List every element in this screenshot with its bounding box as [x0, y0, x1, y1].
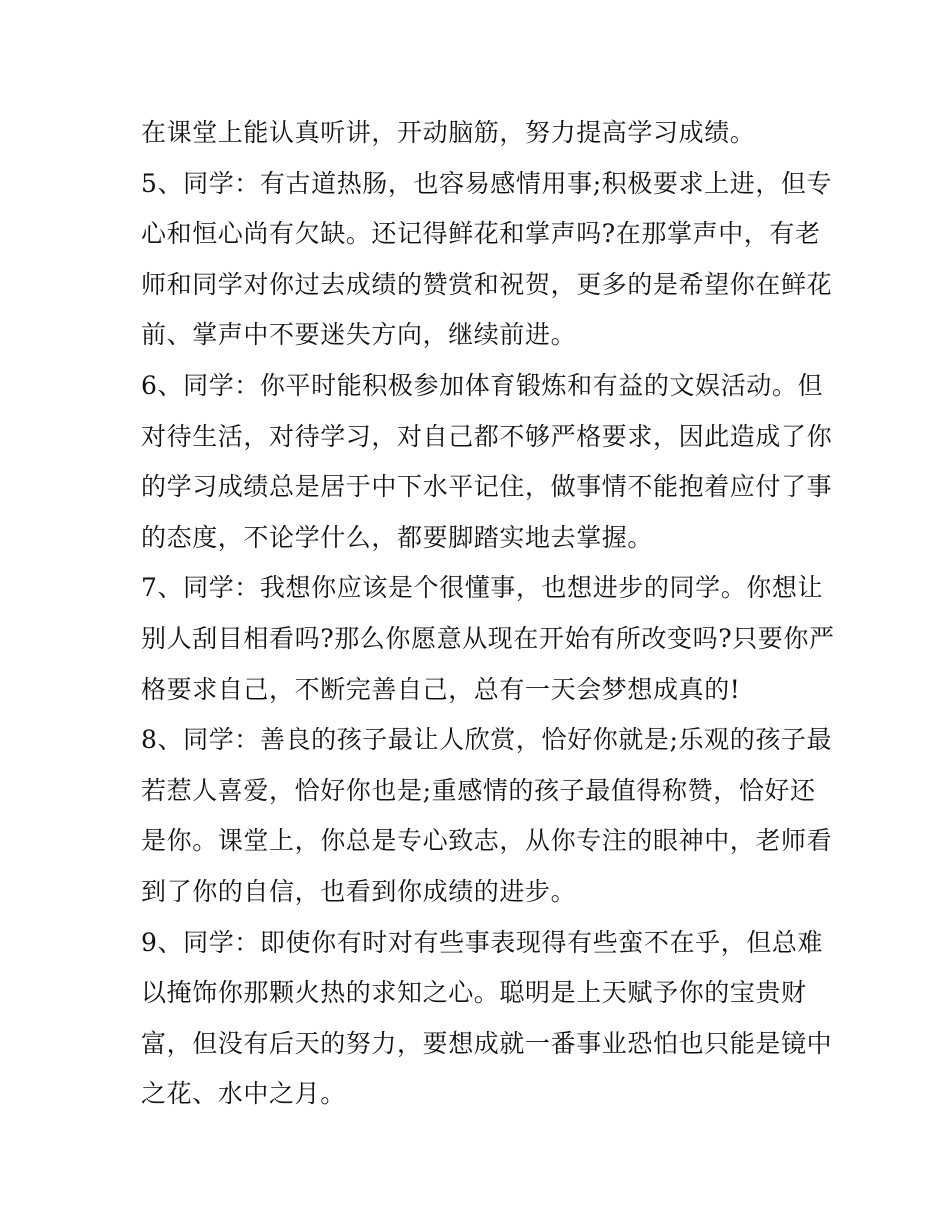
- document-body: [141, 108, 835, 1120]
- text-line: 6、同学：你平时能积极参加体育锻炼和有益的文娱活动。但: [141, 370, 824, 400]
- text-line: 富，但没有后天的努力，要想成就一番事业恐怕也只能是镜中: [141, 1028, 833, 1058]
- text-line: 格要求自己，不断完善自己，总有一天会梦想成真的!: [141, 674, 741, 704]
- text-line: 的态度，不论学什么，都要脚踏实地去掌握。: [141, 522, 654, 552]
- text-line: 之花、水中之月。: [141, 1079, 346, 1109]
- text-line: 9、同学：即使你有时对有些事表现得有些蛮不在乎，但总难: [141, 927, 824, 957]
- text-line: 对待生活，对待学习，对自己都不够严格要求，因此造成了你: [141, 421, 833, 451]
- text-line: 以掩饰你那颗火热的求知之心。聪明是上天赋予你的宝贵财: [141, 978, 807, 1008]
- text-line: 师和同学对你过去成绩的赞赏和祝贺，更多的是希望你在鲜花: [141, 269, 833, 299]
- text-line: 前、掌声中不要迷失方向，继续前进。: [141, 320, 577, 350]
- text-line: 在课堂上能认真听讲，开动脑筋，努力提高学习成绩。: [141, 118, 756, 147]
- text-line: 5、同学：有古道热肠，也容易感情用事;积极要求上进，但专: [141, 168, 833, 198]
- text-line: 是你。课堂上，你总是专心致志，从你专注的眼神中，老师看: [141, 826, 833, 856]
- text-line: 别人刮目相看吗?那么你愿意从现在开始有所改变吗?只要你严: [141, 623, 835, 653]
- text-line: 的学习成绩总是居于中下水平记住，做事情不能抱着应付了事: [141, 472, 833, 502]
- text-line: 到了你的自信，也看到你成绩的进步。: [141, 876, 577, 906]
- text-line: 若惹人喜爱，恰好你也是;重感情的孩子最值得称赞，恰好还: [141, 775, 816, 805]
- text-line: 心和恒心尚有欠缺。还记得鲜花和掌声吗?在那掌声中，有老: [141, 219, 821, 249]
- text-line: 8、同学：善良的孩子最让人欣赏，恰好你就是;乐观的孩子最: [141, 725, 833, 755]
- text-line: 7、同学：我想你应该是个很懂事，也想进步的同学。你想让: [141, 573, 824, 603]
